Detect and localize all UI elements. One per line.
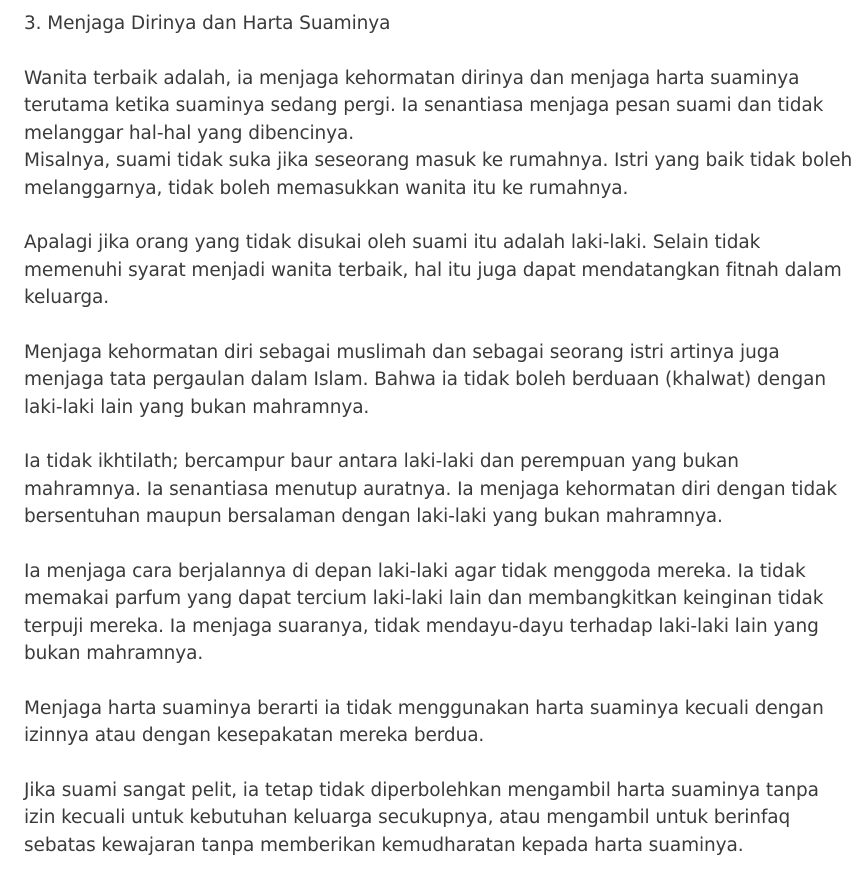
paragraph [24,448,860,531]
paragraph-line: Jika suami sangat pelit, ia tetap tidak diperbolehkan mengambil harta suaminya tanpa [24,779,819,801]
paragraph-line: Apalagi jika orang yang tidak disukai oleh suami itu adalah laki-laki. Selain tidak [24,232,761,253]
paragraph-line: menjaga tata pergaulan dalam Islam. Bahwa ia tidak boleh berduaan (khalwat) dengan [24,369,827,390]
paragraph-list [24,65,860,860]
paragraph-line: izin kecuali untuk kebutuhan keluarga secukupnya, atau mengambil untuk berinfaq [24,807,791,828]
paragraph-line: melanggar hal-hal yang dibencinya. [24,122,355,144]
paragraph [24,695,860,750]
paragraph-line: melanggarnya, tidak boleh memasukkan wanita itu ke rumahnya. [24,177,629,199]
paragraph-line: izinnya atau dengan kesepakatan mereka berdua. [24,725,485,746]
paragraph [24,558,860,668]
paragraph-line: Ia tidak ikhtilath; bercampur baur antara laki-laki dan perempuan yang bukan [24,451,739,472]
paragraph-line: Menjaga harta suaminya berarti ia tidak menggunakan harta suaminya kecuali dengan [24,697,824,719]
paragraph-line: mahramnya. Ia senantiasa menutup auratnya. Ia menjaga kehormatan diri dengan tidak [24,478,837,500]
paragraph [24,339,860,422]
paragraph [24,777,860,860]
paragraph [24,65,860,203]
paragraph [24,229,860,312]
paragraph-line: bukan mahramnya. [24,643,204,664]
paragraph-line: sebatas kewajaran tanpa memberikan kemudharatan kepada harta suaminya. [24,834,744,856]
paragraph-line: keluarga. [24,287,109,308]
paragraph-line: Menjaga kehormatan diri sebagai muslimah dan sebagai seorang istri artinya juga [24,341,780,363]
article-body [24,10,860,886]
paragraph-line: terpuji mereka. Ia menjaga suaranya, tidak mendayu-dayu terhadap laki-laki lain yang [24,615,819,637]
paragraph-line: memenuhi syarat menjadi wanita terbaik, hal itu juga dapat mendatangkan fitnah dalam [24,259,842,281]
paragraph-line: terutama ketika suaminya sedang pergi. Ia senantiasa menjaga pesan suami dan tidak [24,95,824,116]
section-heading: 3. Menjaga Dirinya dan Harta Suaminya [24,13,391,34]
paragraph-line: Wanita terbaik adalah, ia menjaga kehormatan dirinya dan menjaga harta suaminya [24,67,800,89]
paragraph-line: Ia menjaga cara berjalannya di depan laki-laki agar tidak menggoda mereka. Ia tidak [24,560,806,582]
paragraph-line: memakai parfum yang dapat tercium laki-laki lain dan membangkitkan keinginan tidak [24,588,824,609]
paragraph-line: Misalnya, suami tidak suka jika seseorang masuk ke rumahnya. Istri yang baik tidak boleh [24,150,853,171]
paragraph-line: laki-laki lain yang bukan mahramnya. [24,396,370,418]
paragraph-line: bersentuhan maupun bersalaman dengan laki-laki yang bukan mahramnya. [24,506,723,527]
